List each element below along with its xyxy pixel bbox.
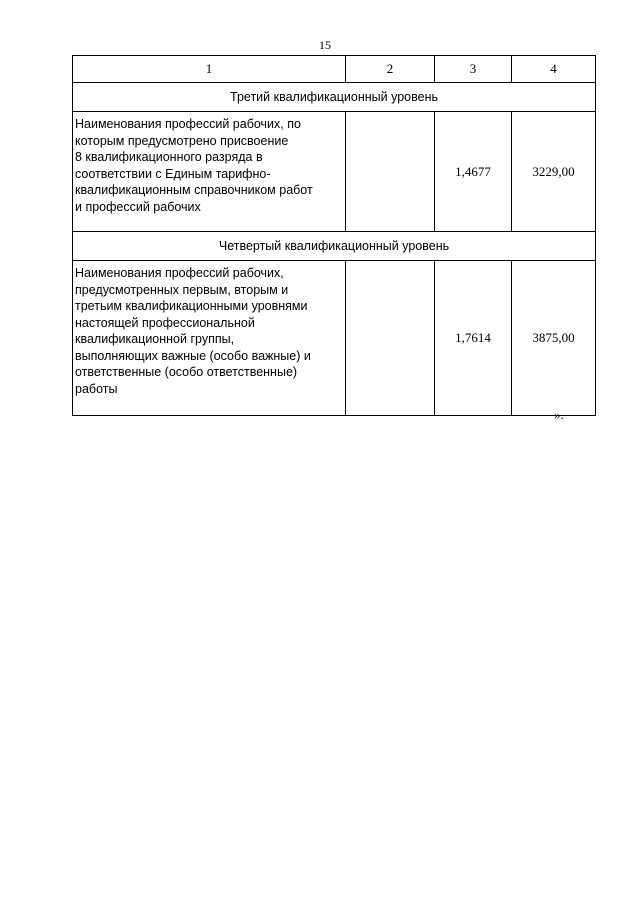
description-line: третьим квалификационными уровнями [75, 299, 308, 313]
description-line: работы [75, 381, 118, 396]
column-header-3: 3 [435, 56, 512, 83]
description-line: настоящей профессиональной [75, 315, 255, 330]
description-line: квалификационным справочником работ [75, 183, 313, 197]
empty-cell [346, 261, 435, 416]
level-title-third: Третий квалификационный уровень [73, 83, 596, 112]
description-line: выполняющих важные (особо важные) и [75, 348, 311, 363]
description-line: Наименования профессий рабочих, [75, 266, 284, 280]
description-line: соответствии с Единым тарифно- [75, 166, 271, 181]
salary-cell: 3229,00 [512, 112, 596, 232]
level-heading-row [73, 83, 596, 112]
description-line: которым предусмотрено присвоение [75, 133, 289, 148]
level-title-fourth: Четвертый квалификационный уровень [73, 232, 596, 261]
table-row [73, 112, 596, 232]
page-number: 15 [319, 38, 331, 52]
qualification-table [72, 55, 596, 416]
table-header-row [73, 56, 596, 83]
profession-description [73, 261, 346, 416]
coefficient-cell: 1,4677 [435, 112, 512, 232]
level-heading-row [73, 232, 596, 261]
column-header-2: 2 [346, 56, 435, 83]
description-line: квалификационной группы, [75, 332, 235, 346]
description-line: ответственные (особо ответственные) [75, 365, 298, 379]
column-header-1: 1 [73, 56, 346, 83]
table-row [73, 261, 596, 416]
description-line: Наименования профессий рабочих, по [75, 117, 301, 131]
empty-cell [346, 112, 435, 232]
closing-quote-mark: ». [554, 407, 564, 422]
coefficient-cell: 1,7614 [435, 261, 512, 416]
description-line: и профессий рабочих [75, 199, 201, 214]
salary-cell: 3875,00 [512, 261, 596, 416]
profession-description [73, 112, 346, 232]
description-line: 8 квалификационного разряда в [75, 150, 263, 164]
column-header-4: 4 [512, 56, 596, 83]
description-line: предусмотренных первым, вторым и [75, 282, 289, 297]
